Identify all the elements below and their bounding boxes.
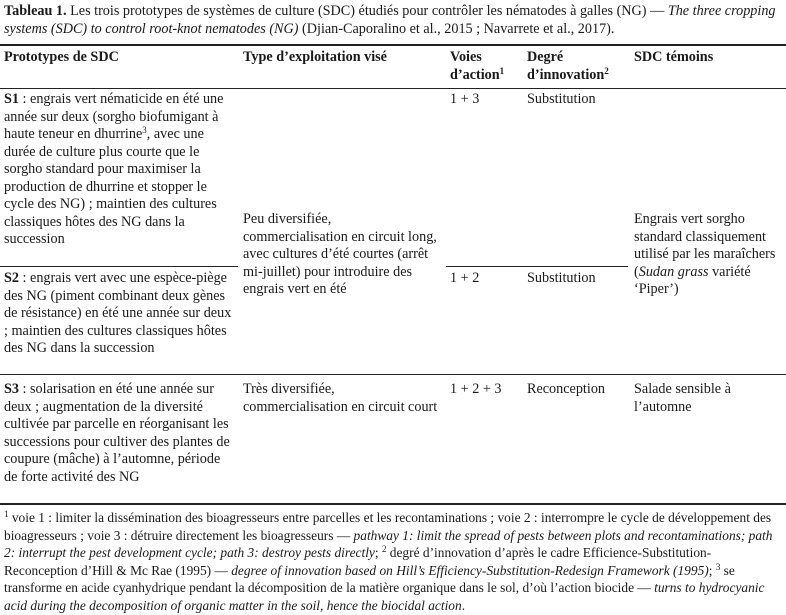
footnote-1-end: ; — [374, 545, 382, 561]
s3-type-exploitation: Très diversifiée, commercialisation en circuit court — [243, 381, 438, 415]
footnote-2-en: degree of innovation based on Hill’s Efficiency-Substitution-Redesign Framework (1995) — [231, 562, 709, 578]
s3-code: S3 — [4, 381, 19, 397]
caption-text-fr: Les trois prototypes de systèmes de culture (SDC) étudiés pour contrôler les nématodes à galles (NG) — — [66, 3, 668, 19]
footnote-3-en: turns to hydrocyanic acid during the decomposition of organic matter in the soil, hence the biocidal action — [4, 580, 765, 613]
footnote-3-end: . — [461, 597, 466, 613]
s2-voies: 1 + 2 — [450, 270, 480, 286]
header-voies-l1: Voies — [450, 49, 482, 65]
caption-refs: (Djian-Caporalino et al., 2015 ; Navarrete et al., 2017). — [298, 21, 615, 37]
footnote-2-end: ; — [708, 562, 716, 578]
s3-voies: 1 + 2 + 3 — [450, 381, 502, 397]
s1-desc-b: , avec une durée de culture plus courte que le sorgho standard pour maximiser la production de dhurrine et stopper le cycle des NG) ; maintien des cultures classiques hôtes des NG dans la succession — [4, 126, 217, 247]
top-rule — [0, 44, 786, 46]
header-rule — [0, 88, 786, 89]
s2-description — [4, 270, 236, 358]
s1-voies: 1 + 3 — [450, 91, 480, 107]
s3-desc: : solarisation en été une année sur deux ; augmentation de la diversité cultivée par parcelle en réorganisant les successions pour cultiver des plantes de coupure (mâche) à l’automne, période de forte activité des NG — [4, 381, 230, 485]
s1-desc-sup: 3 — [142, 125, 147, 135]
s12-temoin-italic: Sudan grass — [638, 263, 709, 280]
header-degre — [527, 48, 609, 84]
s12-sdc-temoin — [634, 211, 784, 299]
caption-text-en: The three cropping systems (SDC) to control root-knot nematodes (NG) — [4, 3, 776, 37]
s1-code: S1 — [4, 91, 19, 107]
s2-s3-rule — [0, 374, 786, 375]
header-degre-sup: 2 — [604, 66, 609, 76]
footnote-2-fr: degré d’innovation d’après le cadre Efficience-Substitution-Reconception d’Hill & Mc Rae (1995) — — [4, 545, 712, 578]
s2-desc: : engrais vert avec une espèce-piège des NG (piment combinant deux gènes de résistance) en été une année sur deux ; maintien des cultures classiques hôtes des NG dans la succession — [4, 270, 232, 356]
header-degre-l1: Degré — [527, 49, 564, 65]
header-voies — [450, 48, 504, 84]
s3-description — [4, 381, 236, 486]
s1-s2-divider-right — [446, 266, 628, 267]
s12-type-exploitation: Peu diversifiée, commercialisation en circuit long, avec cultures d’été courtes (arrêt mi-juillet) pour introduire des engrais vert en été — [243, 211, 437, 297]
s12-temoin-a: Engrais vert sorgho standard classiquement utilisé par les maraîchers ( — [634, 211, 776, 280]
footnote-3-marker: 3 — [715, 561, 721, 572]
header-prototypes: Prototypes de SDC — [4, 49, 119, 65]
footnote-1-marker: 1 — [4, 509, 9, 519]
table-label: Tableau 1. — [4, 3, 67, 19]
s1-s2-divider-left — [0, 266, 238, 267]
bottom-rule — [0, 503, 786, 505]
s3-degre: Reconception — [527, 381, 606, 397]
s2-code: S2 — [4, 270, 19, 286]
header-type: Type d’exploitation visé — [243, 49, 387, 65]
s3-sdc-temoin: Salade sensible à l’automne — [634, 381, 731, 415]
s1-degre: Substitution — [527, 91, 596, 107]
footnotes — [4, 509, 780, 615]
s12-temoin-b: variété ‘Piper’) — [634, 263, 751, 297]
header-voies-sup: 1 — [499, 66, 505, 76]
s2-degre: Substitution — [527, 270, 596, 286]
header-voies-l2: d’action — [450, 67, 500, 83]
s1-desc-a: : engrais vert nématicide en été une année sur deux (sorgho biofumigant à haute teneur en dhurrine — [4, 91, 224, 142]
header-degre-l2: d’innovation — [527, 67, 605, 83]
s1-description — [4, 91, 236, 249]
footnote-1-fr: voie 1 : limiter la dissémination des bioagresseurs entre parcelles et les recontaminations ; voie 2 : interrompre le cycle de développement des bioagresseurs ; voie 3 : détruire directement les bioagresseurs — — [4, 510, 772, 543]
footnote-3-fr: se transforme en acide cyanhydrique pendant la décomposition de la matière organique dans le sol, d’où l’action biocide — — [4, 562, 735, 596]
footnote-1-en: pathway 1: limit the spread of pests between plots and recontaminations; path 2: interrupt the pest development cycle; path 3: destroy pests directly — [4, 527, 773, 561]
footnote-2-marker: 2 — [381, 544, 387, 555]
table-caption — [4, 2, 782, 38]
header-temoins: SDC témoins — [634, 49, 714, 65]
